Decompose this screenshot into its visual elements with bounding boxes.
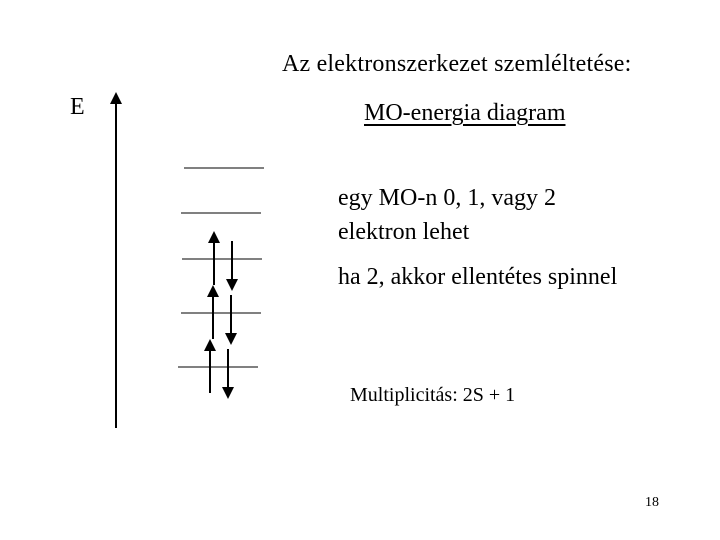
rule-electron-count: egy MO-n 0, 1, vagy 2 elektron lehet: [338, 185, 556, 245]
slide-title: Az elektronszerkezet szemléltetése:: [282, 51, 632, 77]
orbital-levels: [178, 168, 264, 393]
rule-opposite-spin: ha 2, akkor ellentétes spinnel: [338, 264, 618, 290]
energy-axis-label: E: [70, 94, 85, 120]
page-number: 18: [645, 495, 659, 510]
diagram-subtitle: MO-energia diagram: [364, 100, 566, 126]
multiplicity-formula: Multiplicitás: 2S + 1: [350, 384, 516, 406]
